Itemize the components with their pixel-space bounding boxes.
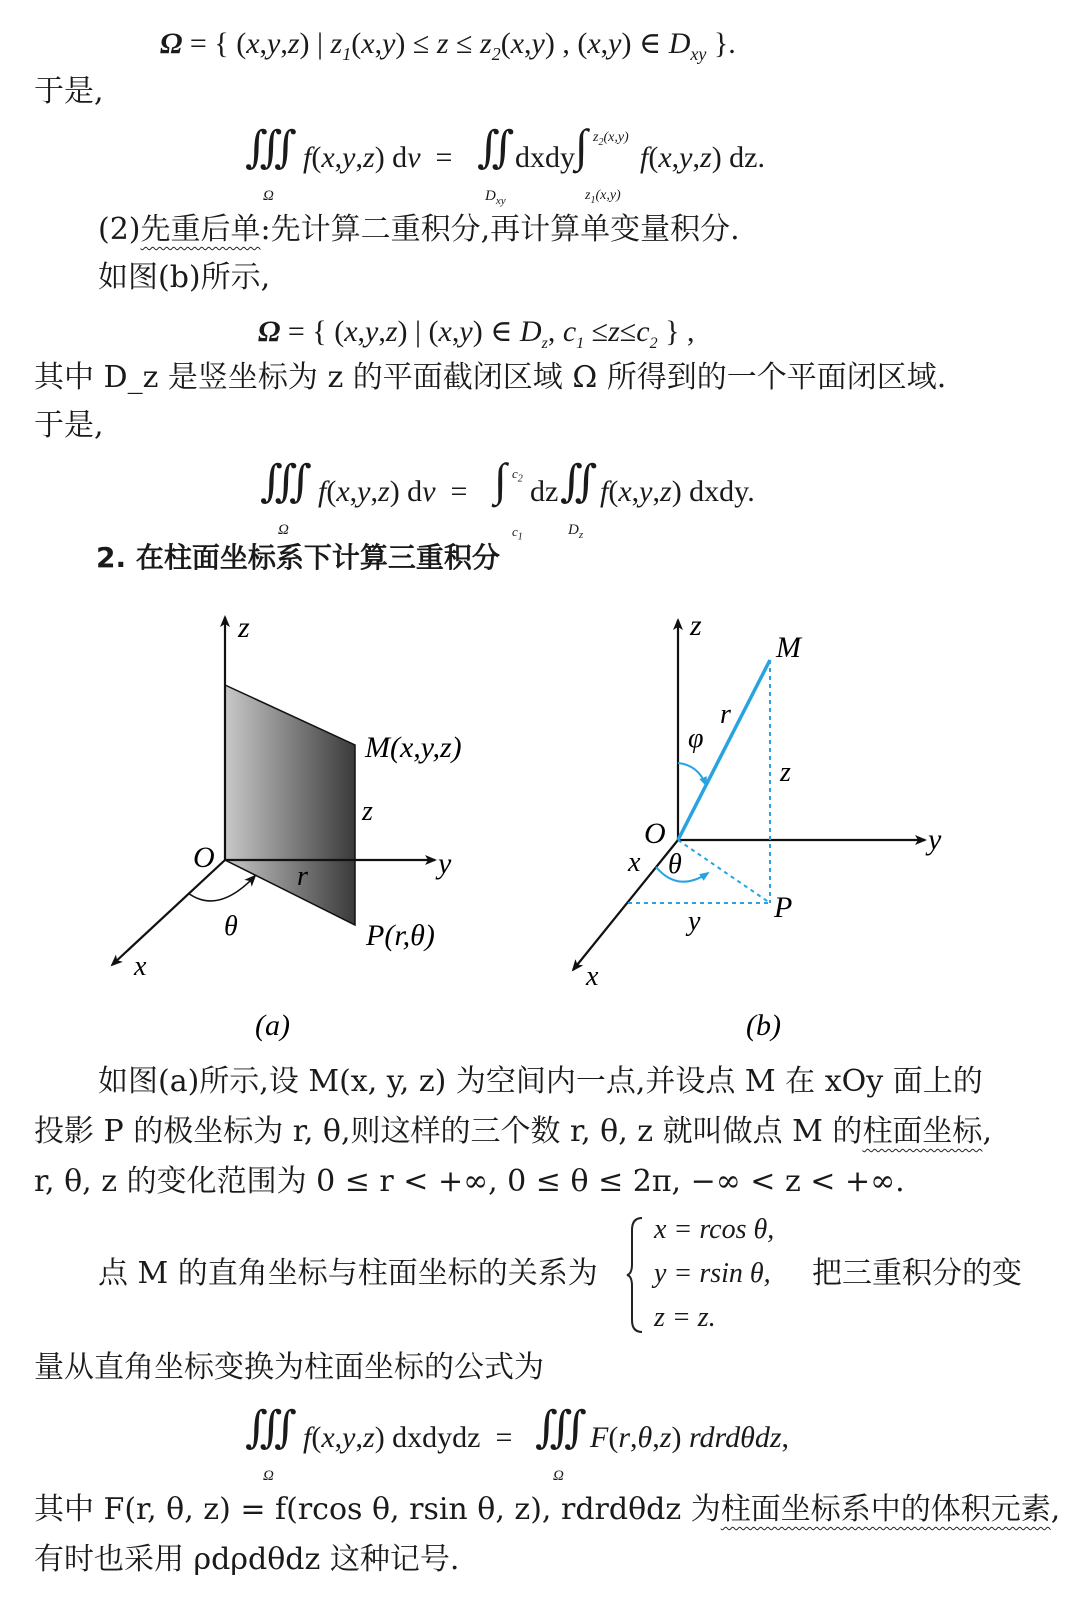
relation-block [0,1210,1080,1340]
cylindrical-formula: ∭ Ω f(x,y,z) dxdydz = ∭ Ω F(r,θ,z) rdrdθdz, [245,1403,789,1484]
x-segment-label: x [628,847,641,878]
relation-pre: 点 M 的直角坐标与柱面坐标的关系为 [98,1256,598,1291]
last-line-1: 其中 F(r, θ, z) = f(rcos θ, rsin θ, z), rdrdθdz 为柱面坐标系中的体积元素, [34,1492,1061,1527]
point-p-label: P [774,891,793,924]
term-cylindrical-coords: 柱面坐标 [862,1114,983,1149]
figure-a [0,595,540,1055]
para1-line1: 如图(a)所示,设 M(x, y, z) 为空间内一点,并设点 M 在 xOy 面上的 [98,1064,983,1099]
relation-continuation: 量从直角坐标变换为柱面坐标的公式为 [34,1350,544,1385]
r-label: r [297,861,308,892]
y-axis-label: y [928,823,942,856]
theta-arc-arrow [188,876,255,901]
term-volume-element: 柱面坐标系中的体积元素 [720,1492,1051,1527]
point-p-label: P(r,θ) [366,919,435,952]
relation-eq-3: z = z. [654,1302,716,1333]
figure-b [540,595,1060,1055]
last-line-2: 有时也采用 ρdρdθdz 这种记号. [34,1542,460,1577]
half-plane-surface [225,685,355,925]
relation-post: 把三重积分的变 [812,1256,1022,1291]
theta-label: θ [668,849,682,880]
z-axis-label: z [690,609,702,642]
fig-b-ref: 如图(b)所示, [98,260,271,295]
dz-description: 其中 D_z 是竖坐标为 z 的平面截闭区域 Ω 所得到的一个平面闭区域. [34,360,947,395]
para1-line2: 投影 P 的极坐标为 r, θ,则这样的三个数 r, θ, z 就叫做点 M 的柱面坐标, [34,1114,992,1149]
omega-z-formula: Ω = { (x,y,z) | (x,y) ∈ $D_z$, $c_1 \le z\le c_2$ } , [258,315,695,352]
yushi-1: 于是, [34,74,104,109]
relation-eq-1: x = rcos θ, [654,1214,775,1245]
point-m-label: M [776,631,801,664]
method-2-label: (2) [98,212,141,247]
z-edge-label: z [362,796,373,827]
section-heading: 2. 在柱面坐标系下计算三重积分 [96,541,500,574]
triple-integral-xy: ∭ Ω f(x,y,z) dv = ∬ $D_{xy}$ dxdy ∫ $z_2(x,y)$ $z_1(x,y)$ f(x,y,z) dz. [245,120,765,207]
method-2-line [98,210,740,250]
point-m-label: M(x,y,z) [365,731,462,764]
x-axis [573,840,678,970]
origin-label: O [644,817,666,850]
y-axis-label: y [438,847,452,880]
z-edge-label: z [780,757,791,788]
r-label: r [720,699,731,730]
triple-integral-z: ∭ Ω f(x,y,z) dv = ∫ $c_2$ $c_1$ dz ∬ $D_z$ f(x,y,z) dxdy. [260,454,755,543]
origin-label: O [193,841,215,874]
para1-line3: r, θ, z 的变化范围为 0 ≤ r < +∞, 0 ≤ θ ≤ 2π, −∞ < z < +∞. [34,1164,905,1199]
op-projection-line [678,840,770,903]
brace-icon [626,1216,646,1334]
theta-label: θ [224,911,238,942]
method-2-rest: :先计算二重积分,再计算单变量积分. [260,212,740,247]
omega-xy-formula: Ω = { (x,y,z) | $z_1(x,y) \le z \le z_2(x,y)$ , (x,y) ∈ $D_{xy}$ }. [160,27,736,64]
x-axis-label: x [586,961,599,992]
theta-arc-arrow [656,867,708,882]
x-axis-label: x [134,951,147,982]
phi-label: φ [688,723,704,754]
relation-eq-2: y = rsin θ, [654,1258,771,1289]
yushi-2: 于是, [34,408,104,443]
method-2-term: 先重后单 [140,212,261,247]
z-axis-label: z [238,611,250,644]
y-segment-label: y [688,906,701,937]
phi-arc-arrow [678,763,706,785]
caption-b: (b) [746,1009,781,1042]
caption-a: (a) [255,1009,290,1042]
x-axis [112,860,225,965]
